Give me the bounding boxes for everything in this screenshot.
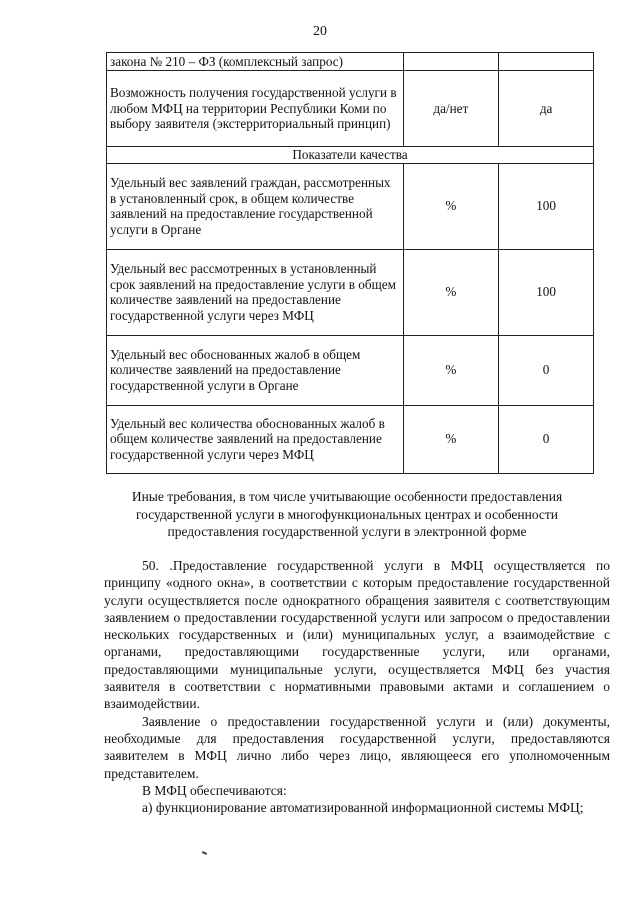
unit-cell	[403, 53, 499, 71]
table-section-row	[107, 147, 594, 164]
value-cell: 100	[499, 249, 594, 335]
table-row	[107, 335, 594, 405]
table-row	[107, 163, 594, 249]
value-cell	[499, 53, 594, 71]
unit-cell: %	[403, 249, 499, 335]
quality-indicators-heading: Показатели качества	[107, 147, 594, 164]
value-cell: 100	[499, 163, 594, 249]
value-cell: 0	[499, 335, 594, 405]
unit-cell: %	[403, 335, 499, 405]
indicator-name-cell: Удельный вес обоснованных жалоб в общем количестве заявлений на предоставление государственной услуги в Органе	[107, 335, 404, 405]
indicator-name-cell: Удельный вес рассмотренных в установленный срок заявлений на предоставление услуги в общем количестве заявлений на предоставление государственной услуги через МФЦ	[107, 249, 404, 335]
value-cell: 0	[499, 405, 594, 473]
unit-cell: %	[403, 405, 499, 473]
indicator-name-cell: закона № 210 – ФЗ (комплексный запрос)	[107, 53, 404, 71]
table-row	[107, 249, 594, 335]
paragraph-item-a: а) функционирование автоматизированной информационной системы МФЦ;	[142, 800, 584, 816]
table-row	[107, 71, 594, 147]
paragraph-mfc-provides: В МФЦ обеспечиваются:	[142, 782, 287, 798]
indicator-name-cell: Удельный вес заявлений граждан, рассмотренных в установленный срок, в общем количестве заявлений на предоставление государственной услуги в Органе	[107, 163, 404, 249]
value-cell: да	[499, 71, 594, 147]
paragraph-application: Заявление о предоставлении государственной услуги и (или) документы, необходимые для предоставления государственной услуги, предоставляются заявителем в МФЦ лично либо через лицо, являющееся его уполномоченным представителем.	[104, 713, 610, 781]
unit-cell: да/нет	[403, 71, 499, 147]
body-text	[104, 557, 610, 816]
indicators-table	[106, 52, 594, 474]
unit-cell: %	[403, 163, 499, 249]
paragraph-50: 50. .Предоставление государственной услуги в МФЦ осуществляется по принципу «одного окна», в соответствии с которым предоставление государственной услуги осуществляется после однократного обращения заявителя с соответствующим заявлением о предоставлении государственной услуги или запросом о предоставлении нескольких государственных и (или) муниципальных услуг, а взаимодействие с органами, предоставляющими государственные услуги, или органами, предоставляющими муниципальные услуги, осуществляется МФЦ без участия заявителя в соответствии с нормативными правовыми актами и соглашением о взаимодействии.	[104, 558, 610, 712]
table-row	[107, 405, 594, 473]
page-number: 20	[313, 24, 327, 39]
scan-mark	[202, 851, 207, 855]
table-row	[107, 53, 594, 71]
indicator-name-cell: Возможность получения государственной услуги в любом МФЦ на территории Республики Коми по выбору заявителя (экстерриториальный принцип)	[107, 71, 404, 147]
indicator-name-cell: Удельный вес количества обоснованных жалоб в общем количестве заявлений на предоставление государственной услуги через МФЦ	[107, 405, 404, 473]
section-heading: Иные требования, в том числе учитывающие особенности предоставления государственной услуги в многофункциональных центрах и особенности предоставления государственной услуги в электронной форме	[131, 489, 563, 539]
